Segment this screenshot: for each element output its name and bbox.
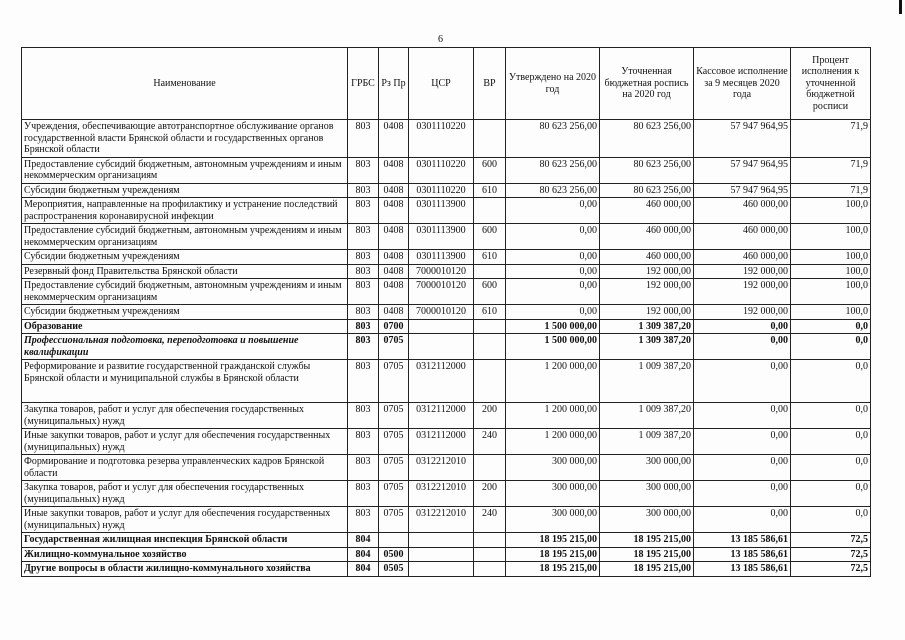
page-number: 6 <box>438 34 443 45</box>
cell-approved: 1 200 000,00 <box>506 360 600 403</box>
cell-refined: 1 309 387,20 <box>600 319 694 334</box>
cell-grbs: 803 <box>348 279 379 305</box>
cell-percent: 71,9 <box>791 120 871 158</box>
cell-grbs: 803 <box>348 360 379 403</box>
cell-name: Формирование и подготовка резерва управленческих кадров Брянской области <box>22 455 348 481</box>
cell-percent: 100,0 <box>791 305 871 320</box>
cell-cash: 0,00 <box>694 455 791 481</box>
cell-refined: 300 000,00 <box>600 481 694 507</box>
cell-approved: 0,00 <box>506 264 600 279</box>
cell-name: Учреждения, обеспечивающие автотранспортное обслуживание органов государственной власти Брянской области и государственных органов Брянской области <box>22 120 348 158</box>
cell-csr: 0312212010 <box>409 507 474 533</box>
cell-name: Субсидии бюджетным учреждениям <box>22 183 348 198</box>
cell-approved: 300 000,00 <box>506 481 600 507</box>
cell-csr <box>409 547 474 562</box>
cell-csr: 0301110220 <box>409 183 474 198</box>
cell-cash: 13 185 586,61 <box>694 533 791 548</box>
cell-refined: 1 009 387,20 <box>600 360 694 403</box>
cell-csr: 7000010120 <box>409 264 474 279</box>
cell-vr <box>474 533 506 548</box>
cell-cash: 57 947 964,95 <box>694 183 791 198</box>
cell-approved: 80 623 256,00 <box>506 120 600 158</box>
cell-approved: 1 200 000,00 <box>506 429 600 455</box>
cell-percent: 0,0 <box>791 507 871 533</box>
cell-csr <box>409 334 474 360</box>
cell-percent: 100,0 <box>791 250 871 265</box>
cell-approved: 1 200 000,00 <box>506 403 600 429</box>
cell-vr: 240 <box>474 507 506 533</box>
cell-approved: 0,00 <box>506 198 600 224</box>
cell-percent: 0,0 <box>791 334 871 360</box>
cell-vr <box>474 455 506 481</box>
cell-cash: 460 000,00 <box>694 250 791 265</box>
cell-grbs: 803 <box>348 319 379 334</box>
cell-vr <box>474 334 506 360</box>
cell-vr: 600 <box>474 157 506 183</box>
cell-cash: 57 947 964,95 <box>694 120 791 158</box>
cell-rzpr: 0408 <box>379 264 409 279</box>
cell-cash: 0,00 <box>694 429 791 455</box>
cell-csr <box>409 319 474 334</box>
cell-percent: 0,0 <box>791 481 871 507</box>
cell-cash: 13 185 586,61 <box>694 562 791 577</box>
cell-name: Иные закупки товаров, работ и услуг для обеспечения государственных (муниципальных) нужд <box>22 429 348 455</box>
table-row <box>22 183 871 198</box>
table-row <box>22 120 871 158</box>
cell-grbs: 803 <box>348 250 379 265</box>
cell-vr: 600 <box>474 224 506 250</box>
cell-csr: 0301110220 <box>409 120 474 158</box>
table-row <box>22 319 871 334</box>
cell-csr: 0301113900 <box>409 224 474 250</box>
cell-csr <box>409 533 474 548</box>
cell-grbs: 803 <box>348 183 379 198</box>
cell-refined: 460 000,00 <box>600 250 694 265</box>
cell-cash: 192 000,00 <box>694 279 791 305</box>
cell-grbs: 803 <box>348 264 379 279</box>
cell-name: Субсидии бюджетным учреждениям <box>22 250 348 265</box>
cell-vr: 600 <box>474 279 506 305</box>
table-row <box>22 507 871 533</box>
cell-csr: 7000010120 <box>409 305 474 320</box>
cell-vr: 610 <box>474 250 506 265</box>
cell-refined: 18 195 215,00 <box>600 547 694 562</box>
cell-percent: 0,0 <box>791 360 871 403</box>
cell-name: Закупка товаров, работ и услуг для обеспечения государственных (муниципальных) нужд <box>22 481 348 507</box>
table-row <box>22 429 871 455</box>
cell-rzpr: 0408 <box>379 183 409 198</box>
cell-approved: 300 000,00 <box>506 507 600 533</box>
cell-approved: 18 195 215,00 <box>506 562 600 577</box>
cell-refined: 192 000,00 <box>600 279 694 305</box>
cell-rzpr: 0705 <box>379 334 409 360</box>
cell-grbs: 804 <box>348 562 379 577</box>
cell-percent: 71,9 <box>791 183 871 198</box>
table-row <box>22 305 871 320</box>
cell-rzpr: 0408 <box>379 279 409 305</box>
table-row <box>22 562 871 577</box>
cell-approved: 18 195 215,00 <box>506 547 600 562</box>
cell-csr: 0312112000 <box>409 429 474 455</box>
col-header-grbs: ГРБС <box>348 48 379 120</box>
table-row <box>22 547 871 562</box>
cell-refined: 80 623 256,00 <box>600 120 694 158</box>
cell-refined: 460 000,00 <box>600 198 694 224</box>
cell-approved: 0,00 <box>506 279 600 305</box>
cell-name: Предоставление субсидий бюджетным, автономным учреждениям и иным некоммерческим организациям <box>22 279 348 305</box>
col-header-vr: ВР <box>474 48 506 120</box>
col-header-percent: Процент исполнения к уточненной бюджетной росписи <box>791 48 871 120</box>
cell-approved: 80 623 256,00 <box>506 183 600 198</box>
cell-csr: 0301110220 <box>409 157 474 183</box>
header-row <box>22 48 871 120</box>
cell-percent: 100,0 <box>791 198 871 224</box>
cell-cash: 0,00 <box>694 507 791 533</box>
cell-percent: 0,0 <box>791 455 871 481</box>
cell-refined: 1 309 387,20 <box>600 334 694 360</box>
cell-name: Образование <box>22 319 348 334</box>
cell-rzpr: 0705 <box>379 360 409 403</box>
col-header-refined: Уточненная бюджетная роспись на 2020 год <box>600 48 694 120</box>
table-row <box>22 264 871 279</box>
cell-rzpr: 0705 <box>379 403 409 429</box>
cell-name: Профессиональная подготовка, переподготовка и повышение квалификации <box>22 334 348 360</box>
cell-cash: 0,00 <box>694 403 791 429</box>
cell-rzpr: 0505 <box>379 562 409 577</box>
cell-refined: 300 000,00 <box>600 507 694 533</box>
cell-percent: 0,0 <box>791 429 871 455</box>
cell-cash: 192 000,00 <box>694 305 791 320</box>
cell-approved: 18 195 215,00 <box>506 533 600 548</box>
cell-cash: 0,00 <box>694 334 791 360</box>
cell-name: Резервный фонд Правительства Брянской области <box>22 264 348 279</box>
cell-refined: 192 000,00 <box>600 264 694 279</box>
cell-vr <box>474 120 506 158</box>
cell-grbs: 803 <box>348 481 379 507</box>
cell-name: Закупка товаров, работ и услуг для обеспечения государственных (муниципальных) нужд <box>22 403 348 429</box>
cell-rzpr: 0700 <box>379 319 409 334</box>
cell-percent: 100,0 <box>791 279 871 305</box>
table-row <box>22 224 871 250</box>
cell-percent: 0,0 <box>791 319 871 334</box>
cell-percent: 0,0 <box>791 403 871 429</box>
cell-name: Предоставление субсидий бюджетным, автономным учреждениям и иным некоммерческим организациям <box>22 224 348 250</box>
cell-grbs: 803 <box>348 120 379 158</box>
cell-csr: 0312212010 <box>409 481 474 507</box>
cell-name: Субсидии бюджетным учреждениям <box>22 305 348 320</box>
cell-refined: 192 000,00 <box>600 305 694 320</box>
cell-refined: 80 623 256,00 <box>600 157 694 183</box>
cell-approved: 0,00 <box>506 305 600 320</box>
cell-vr <box>474 198 506 224</box>
cell-rzpr <box>379 533 409 548</box>
cell-name: Мероприятия, направленные на профилактику и устранение последствий распространения коронавирусной инфекции <box>22 198 348 224</box>
cell-csr: 0312112000 <box>409 360 474 403</box>
cell-refined: 1 009 387,20 <box>600 403 694 429</box>
cell-cash: 0,00 <box>694 481 791 507</box>
cell-percent: 100,0 <box>791 264 871 279</box>
cell-name: Другие вопросы в области жилищно-коммунального хозяйства <box>22 562 348 577</box>
table-row <box>22 198 871 224</box>
cell-refined: 18 195 215,00 <box>600 533 694 548</box>
col-header-name: Наименование <box>22 48 348 120</box>
cell-cash: 13 185 586,61 <box>694 547 791 562</box>
cell-percent: 72,5 <box>791 547 871 562</box>
cell-cash: 57 947 964,95 <box>694 157 791 183</box>
cell-cash: 192 000,00 <box>694 264 791 279</box>
cell-refined: 80 623 256,00 <box>600 183 694 198</box>
cell-grbs: 803 <box>348 157 379 183</box>
cell-name: Государственная жилищная инспекция Брянской области <box>22 533 348 548</box>
cell-vr <box>474 547 506 562</box>
cell-approved: 1 500 000,00 <box>506 334 600 360</box>
cell-grbs: 803 <box>348 198 379 224</box>
cell-rzpr: 0408 <box>379 224 409 250</box>
cell-grbs: 804 <box>348 547 379 562</box>
cell-grbs: 803 <box>348 403 379 429</box>
cell-csr: 0312112000 <box>409 403 474 429</box>
table-row <box>22 403 871 429</box>
cell-cash: 0,00 <box>694 319 791 334</box>
table-body <box>22 120 871 577</box>
cell-vr: 240 <box>474 429 506 455</box>
cell-refined: 460 000,00 <box>600 224 694 250</box>
cell-rzpr: 0705 <box>379 481 409 507</box>
cell-rzpr: 0705 <box>379 455 409 481</box>
cell-vr: 610 <box>474 183 506 198</box>
cell-vr <box>474 562 506 577</box>
table-row <box>22 455 871 481</box>
cell-refined: 18 195 215,00 <box>600 562 694 577</box>
scan-edge-mark <box>899 0 902 14</box>
cell-percent: 72,5 <box>791 533 871 548</box>
cell-rzpr: 0408 <box>379 250 409 265</box>
cell-vr: 200 <box>474 403 506 429</box>
cell-approved: 80 623 256,00 <box>506 157 600 183</box>
cell-approved: 1 500 000,00 <box>506 319 600 334</box>
cell-vr <box>474 319 506 334</box>
cell-grbs: 803 <box>348 429 379 455</box>
cell-refined: 1 009 387,20 <box>600 429 694 455</box>
table-row <box>22 157 871 183</box>
cell-csr: 0312212010 <box>409 455 474 481</box>
cell-grbs: 803 <box>348 334 379 360</box>
table-row <box>22 360 871 403</box>
cell-name: Предоставление субсидий бюджетным, автономным учреждениям и иным некоммерческим организациям <box>22 157 348 183</box>
cell-approved: 0,00 <box>506 224 600 250</box>
budget-table <box>21 47 871 577</box>
cell-approved: 300 000,00 <box>506 455 600 481</box>
cell-rzpr: 0705 <box>379 507 409 533</box>
cell-vr <box>474 264 506 279</box>
cell-rzpr: 0408 <box>379 120 409 158</box>
cell-percent: 100,0 <box>791 224 871 250</box>
cell-cash: 460 000,00 <box>694 198 791 224</box>
cell-csr: 0301113900 <box>409 198 474 224</box>
cell-name: Жилищно-коммунальное хозяйство <box>22 547 348 562</box>
col-header-csr: ЦСР <box>409 48 474 120</box>
cell-csr <box>409 562 474 577</box>
cell-name: Иные закупки товаров, работ и услуг для обеспечения государственных (муниципальных) нужд <box>22 507 348 533</box>
cell-vr: 200 <box>474 481 506 507</box>
cell-cash: 460 000,00 <box>694 224 791 250</box>
cell-grbs: 804 <box>348 533 379 548</box>
col-header-cash: Кассовое исполнение за 9 месяцев 2020 года <box>694 48 791 120</box>
col-header-rzpr: Рз Пр <box>379 48 409 120</box>
cell-grbs: 803 <box>348 507 379 533</box>
cell-rzpr: 0408 <box>379 198 409 224</box>
cell-approved: 0,00 <box>506 250 600 265</box>
col-header-approved: Утверждено на 2020 год <box>506 48 600 120</box>
cell-rzpr: 0408 <box>379 305 409 320</box>
cell-rzpr: 0500 <box>379 547 409 562</box>
table-row <box>22 334 871 360</box>
cell-vr <box>474 360 506 403</box>
cell-percent: 71,9 <box>791 157 871 183</box>
cell-grbs: 803 <box>348 224 379 250</box>
cell-percent: 72,5 <box>791 562 871 577</box>
cell-rzpr: 0408 <box>379 157 409 183</box>
cell-grbs: 803 <box>348 455 379 481</box>
table-row <box>22 250 871 265</box>
cell-vr: 610 <box>474 305 506 320</box>
cell-csr: 7000010120 <box>409 279 474 305</box>
table-row <box>22 533 871 548</box>
cell-csr: 0301113900 <box>409 250 474 265</box>
cell-rzpr: 0705 <box>379 429 409 455</box>
cell-cash: 0,00 <box>694 360 791 403</box>
cell-refined: 300 000,00 <box>600 455 694 481</box>
table-row <box>22 481 871 507</box>
cell-name: Реформирование и развитие государственной гражданской службы Брянской области и муниципальной службы в Брянской области <box>22 360 348 403</box>
table-row <box>22 279 871 305</box>
cell-grbs: 803 <box>348 305 379 320</box>
